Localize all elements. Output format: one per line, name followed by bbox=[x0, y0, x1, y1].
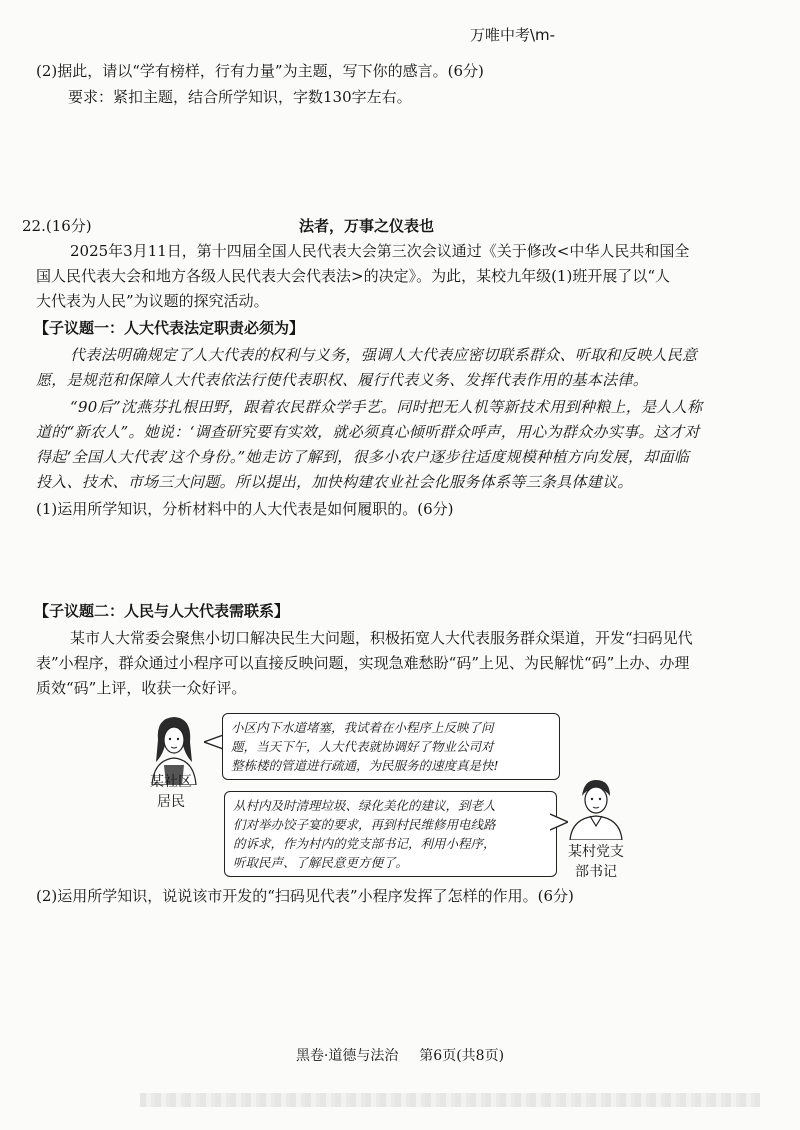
secretary-figure-icon bbox=[560, 778, 630, 840]
q22-title: 法者，万事之仪表也 bbox=[299, 217, 435, 235]
topic1-para-line: 代表法明确规定了人大代表的权利与义务，强调人大代表应密切联系群众、听取和反映人民意 bbox=[70, 346, 698, 364]
topic2-para-line: 质效“码”上评，收获一众好评。 bbox=[36, 679, 247, 697]
resident-label bbox=[136, 772, 206, 812]
bubble-line: 们对举办饺子宴的要求，再到村民维修用电线路 bbox=[233, 817, 496, 832]
header-stamp: 万唯中考\m- bbox=[470, 26, 556, 44]
bubble-line: 从村内及时清理垃圾、绿化美化的建议，到老人 bbox=[233, 798, 496, 813]
topic2-para-line: 表”小程序，群众通过小程序可以直接反映问题，实现急难愁盼“码”上见、为民解忧“码”上办、办理 bbox=[36, 654, 690, 672]
page-footer bbox=[0, 1046, 800, 1066]
footer-subject: 黑卷·道德与法治 bbox=[295, 1048, 399, 1064]
topic1-heading: 【子议题一：人大代表法定职责必须为】 bbox=[34, 319, 305, 337]
resident-label-line: 居民 bbox=[157, 794, 185, 810]
q22-intro-line: 国人民代表大会和地方各级人民代表大会代表法>的决定》。为此，某校九年级(1)班开展了以“人 bbox=[36, 267, 670, 285]
secretary-label bbox=[556, 842, 636, 882]
topic1-para-line: 投入、技术、市场三大问题。所以提出，加快构建农业社会化服务体系等三条具体建议。 bbox=[36, 473, 633, 491]
bubble-line: 小区内下水道堵塞，我试着在小程序上反映了问 bbox=[231, 720, 494, 735]
topic1-para-line: 愿，是规范和保障人大代表依法行使代表职权、履行代表义务、发挥代表作用的基本法律。 bbox=[36, 371, 649, 389]
secretary-label-line: 某村党支 bbox=[568, 844, 624, 860]
footer-page-number: 第6页(共8页) bbox=[419, 1048, 505, 1064]
topic2-para-line: 某市人大常委会聚焦小切口解决民生大问题，积极拓宽人大代表服务群众渠道，开发“扫码见代 bbox=[70, 629, 693, 647]
secretary-label-line: 部书记 bbox=[575, 864, 617, 880]
topic1-para-line: 道的“新农人”。她说：‘调查研究要有实效，就必须真心倾听群众呼声，用心为群众办实事。这才对 bbox=[36, 423, 700, 441]
q22-intro-line: 2025年3月11日，第十四届全国人民代表大会第三次会议通过《关于修改<中华人民共和国全 bbox=[70, 242, 690, 260]
topic2-question: (2)运用所学知识，说说该市开发的“扫码见代表”小程序发挥了怎样的作用。(6分) bbox=[36, 887, 574, 905]
bubble-line: 题，当天下午，人大代表就协调好了物业公司对 bbox=[231, 739, 494, 754]
q21-sub2: (2)据此，请以“学有榜样，行有力量”为主题，写下你的感言。(6分) bbox=[36, 62, 484, 80]
bubble-line: 听取民声、了解民意更方便了。 bbox=[233, 855, 409, 870]
bubble-line: 的诉求，作为村内的党支部书记，利用小程序， bbox=[233, 836, 496, 851]
topic1-para-line: 得起‘全国人大代表’这个身份。”她走访了解到，很多小农户逐步往适度规模种植方向发展，却面临 bbox=[36, 448, 690, 466]
topic2-heading: 【子议题二：人民与人大代表需联系】 bbox=[34, 602, 290, 620]
topic1-question: (1)运用所学知识，分析材料中的人大代表是如何履职的。(6分) bbox=[36, 500, 454, 518]
q22-number: 22.(16分) bbox=[22, 217, 92, 235]
resident-speech-bubble bbox=[222, 713, 560, 780]
resident-label-line: 某社区 bbox=[150, 774, 192, 790]
q22-intro-line: 大代表为人民”为议题的探究活动。 bbox=[36, 292, 269, 310]
topic1-para-line: “90后”沈燕芬扎根田野，跟着农民群众学手艺。同时把无人机等新技术用到种粮上，是人人称 bbox=[70, 398, 703, 416]
scan-noise-strip bbox=[140, 1093, 760, 1107]
bubble-line: 整栋楼的管道进行疏通，为民服务的速度真是快! bbox=[231, 758, 499, 773]
secretary-speech-bubble bbox=[224, 791, 557, 877]
q21-requirement: 要求：紧扣主题，结合所学知识，字数130字左右。 bbox=[68, 88, 412, 106]
